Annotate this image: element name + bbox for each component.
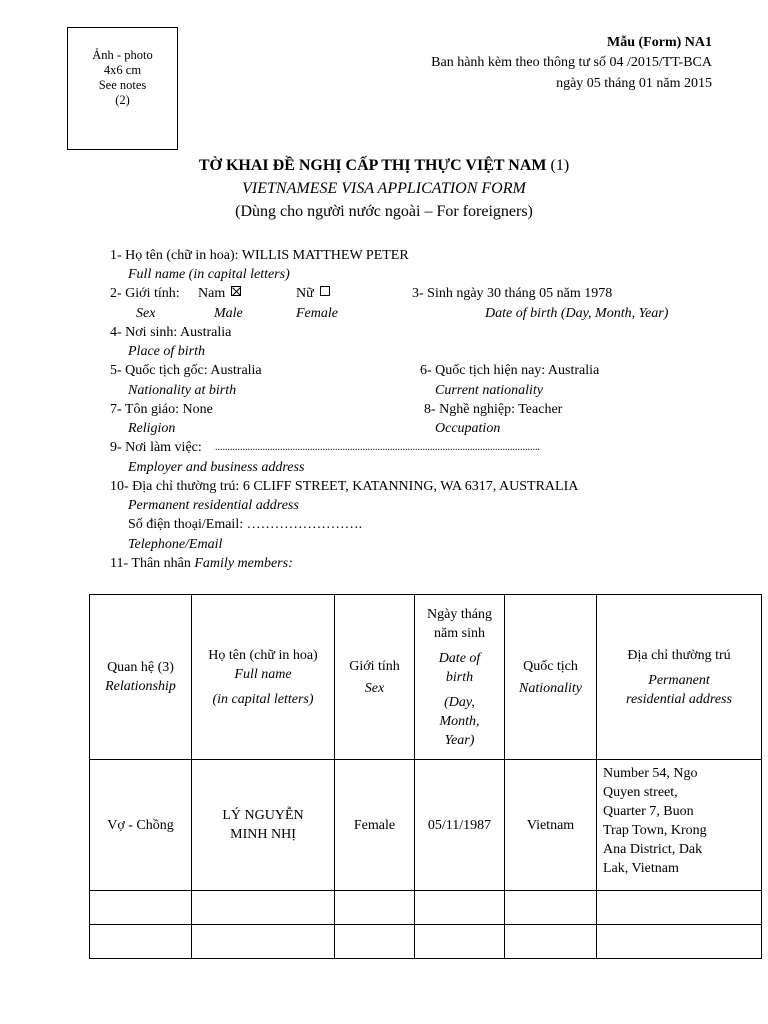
male-en: Male xyxy=(214,306,243,321)
form-subtitle: (Dùng cho người nước ngoài – For foreigners) xyxy=(235,203,533,220)
empty-cell[interactable] xyxy=(335,925,415,959)
table-row xyxy=(90,891,762,925)
permanent-address-value: 6 CLIFF STREET, KATANNING, WA 6317, AUSTRALIA xyxy=(242,479,579,494)
dob-en: Date of birth (Day, Month, Year) xyxy=(485,306,669,321)
empty-cell[interactable] xyxy=(90,925,192,959)
field-full-name xyxy=(110,248,409,264)
cell-address xyxy=(597,760,762,891)
header-relationship xyxy=(90,595,192,760)
header-dob-en2: birth xyxy=(445,669,474,685)
nationality-birth-en: Nationality at birth xyxy=(128,383,237,398)
empty-cell[interactable] xyxy=(192,925,335,959)
family-members-table xyxy=(89,594,762,959)
issued-date: ngày 05 tháng 01 năm 2015 xyxy=(556,76,712,91)
sex-male-option xyxy=(198,286,241,302)
photo-label: Ảnh - photo xyxy=(92,48,153,62)
header-dob-en5: Year) xyxy=(444,732,475,748)
sex-en: Sex xyxy=(136,306,156,321)
field-occupation xyxy=(424,402,562,418)
empty-cell[interactable] xyxy=(192,891,335,925)
form-title-en: VIETNAMESE VISA APPLICATION FORM xyxy=(242,180,526,197)
empty-cell[interactable] xyxy=(505,925,597,959)
sex-female-option xyxy=(296,286,330,302)
occupation-value: Teacher xyxy=(518,402,563,417)
form-title-note: (1) xyxy=(550,157,570,174)
empty-cell[interactable] xyxy=(597,891,762,925)
cell-nationality: Vietnam xyxy=(505,760,597,891)
cell-address-line5: Ana District, Dak xyxy=(603,842,703,857)
table-row xyxy=(90,925,762,959)
header-relationship-vi: Quan hệ (3) xyxy=(107,660,174,675)
nationality-birth-value: Australia xyxy=(210,363,262,378)
table-header-row xyxy=(90,595,762,760)
photo-note-number: (2) xyxy=(115,93,130,107)
current-nationality-en: Current nationality xyxy=(435,383,543,398)
empty-cell[interactable] xyxy=(597,925,762,959)
cell-address-line2: Quyen street, xyxy=(603,785,678,800)
cell-sex: Female xyxy=(335,760,415,891)
header-address-en1: Permanent xyxy=(648,672,710,688)
header-relationship-en: Relationship xyxy=(105,679,176,694)
religion-label: 7- Tôn giáo: xyxy=(110,402,179,417)
field-permanent-address xyxy=(110,479,578,495)
occupation-label: 8- Nghề nghiệp: xyxy=(424,402,515,417)
header-sex-en: Sex xyxy=(364,680,385,696)
phone-dots: ……………………. xyxy=(246,517,363,532)
family-members-label: 11- Thân nhân xyxy=(110,556,191,571)
current-nationality-value: Australia xyxy=(547,363,600,378)
table-row xyxy=(90,760,762,891)
phone-label: Số điện thoại/Email: xyxy=(128,517,244,532)
permanent-address-label: 10- Địa chỉ thường trú: xyxy=(110,479,240,494)
form-title xyxy=(0,157,768,175)
header-full-name xyxy=(192,595,335,760)
empty-cell[interactable] xyxy=(505,891,597,925)
header-dob xyxy=(415,595,505,760)
field-current-nationality xyxy=(420,363,599,379)
current-nationality-label: 6- Quốc tịch hiện nay: xyxy=(420,363,546,378)
religion-value: None xyxy=(182,402,213,417)
religion-en: Religion xyxy=(128,421,176,436)
header-full-name-en2: (in capital letters) xyxy=(212,691,314,707)
empty-cell[interactable] xyxy=(335,891,415,925)
cell-address-line6: Lak, Vietnam xyxy=(603,861,679,876)
occupation-en: Occupation xyxy=(435,421,501,436)
sex-male-label: Nam xyxy=(198,286,226,301)
header-full-name-en: Full name xyxy=(234,666,292,682)
header-address-vi: Địa chỉ thường trú xyxy=(627,647,731,663)
header-nationality-en: Nationality xyxy=(519,680,582,696)
employer-en: Employer and business address xyxy=(128,460,305,475)
place-of-birth-label: 4- Nơi sinh: xyxy=(110,325,178,340)
male-checkbox[interactable] xyxy=(231,286,241,296)
cell-address-line3: Quarter 7, Buon xyxy=(603,804,694,819)
header-full-name-vi: Họ tên (chữ in hoa) xyxy=(208,647,318,663)
empty-cell[interactable] xyxy=(415,891,505,925)
field-religion xyxy=(110,402,213,418)
cell-full-name xyxy=(192,760,335,891)
female-checkbox[interactable] xyxy=(320,286,330,296)
empty-cell[interactable] xyxy=(90,891,192,925)
header-sex-vi: Giới tính xyxy=(349,658,400,674)
sex-female-label: Nữ xyxy=(296,286,314,301)
field-nationality-birth xyxy=(110,363,262,379)
employer-dots: .................................................................................................................................. xyxy=(215,442,540,453)
phone-en: Telephone/Email xyxy=(128,537,223,552)
field-phone xyxy=(128,517,362,533)
photo-box xyxy=(67,27,178,150)
full-name-value: WILLIS MATTHEW PETER xyxy=(241,248,409,263)
empty-cell[interactable] xyxy=(415,925,505,959)
header-address xyxy=(597,595,762,760)
header-address-en2: residential address xyxy=(626,691,732,707)
cell-full-name-line1: LÝ NGUYỄN xyxy=(222,808,304,823)
header-dob-en1: Date of xyxy=(438,650,481,666)
nationality-birth-label: 5- Quốc tịch gốc: xyxy=(110,363,208,378)
place-of-birth-en: Place of birth xyxy=(128,344,205,359)
family-members-heading xyxy=(110,556,293,572)
cell-full-name-line2: MINH NHỊ xyxy=(230,827,296,842)
header-nationality-vi: Quốc tịch xyxy=(523,658,578,674)
sex-label: 2- Giới tính: xyxy=(110,286,180,301)
form-code: Mẫu (Form) NA1 xyxy=(607,35,712,50)
cell-dob: 05/11/1987 xyxy=(415,760,505,891)
photo-size: 4x6 cm xyxy=(103,63,142,77)
header-dob-vi1: Ngày tháng xyxy=(427,606,492,622)
employer-label: 9- Nơi làm việc: xyxy=(110,440,202,455)
photo-notes: See notes xyxy=(98,78,147,92)
header-dob-en4: Month, xyxy=(439,713,480,729)
cell-address-line1: Number 54, Ngo xyxy=(603,766,698,781)
female-en: Female xyxy=(296,306,338,321)
header-dob-vi2: năm sinh xyxy=(434,625,485,641)
issued-with: Ban hành kèm theo thông tư số 04 /2015/TT-BCA xyxy=(431,55,712,70)
full-name-en: Full name (in capital letters) xyxy=(128,267,290,282)
full-name-label: 1- Họ tên (chữ in hoa): xyxy=(110,248,239,263)
header-dob-en3: (Day, xyxy=(444,694,475,710)
field-place-of-birth xyxy=(110,325,231,341)
cell-address-line4: Trap Town, Krong xyxy=(603,823,707,838)
dob-label: 3- Sinh ngày 30 tháng 05 năm 1978 xyxy=(412,286,613,301)
family-members-en: Family members: xyxy=(194,556,293,571)
cell-relationship: Vợ - Chồng xyxy=(90,760,192,891)
header-nationality xyxy=(505,595,597,760)
header-sex xyxy=(335,595,415,760)
permanent-address-en: Permanent residential address xyxy=(128,498,299,513)
form-title-vi: TỜ KHAI ĐỀ NGHỊ CẤP THỊ THỰC VIỆT NAM xyxy=(198,157,547,174)
place-of-birth-value: Australia xyxy=(180,325,232,340)
